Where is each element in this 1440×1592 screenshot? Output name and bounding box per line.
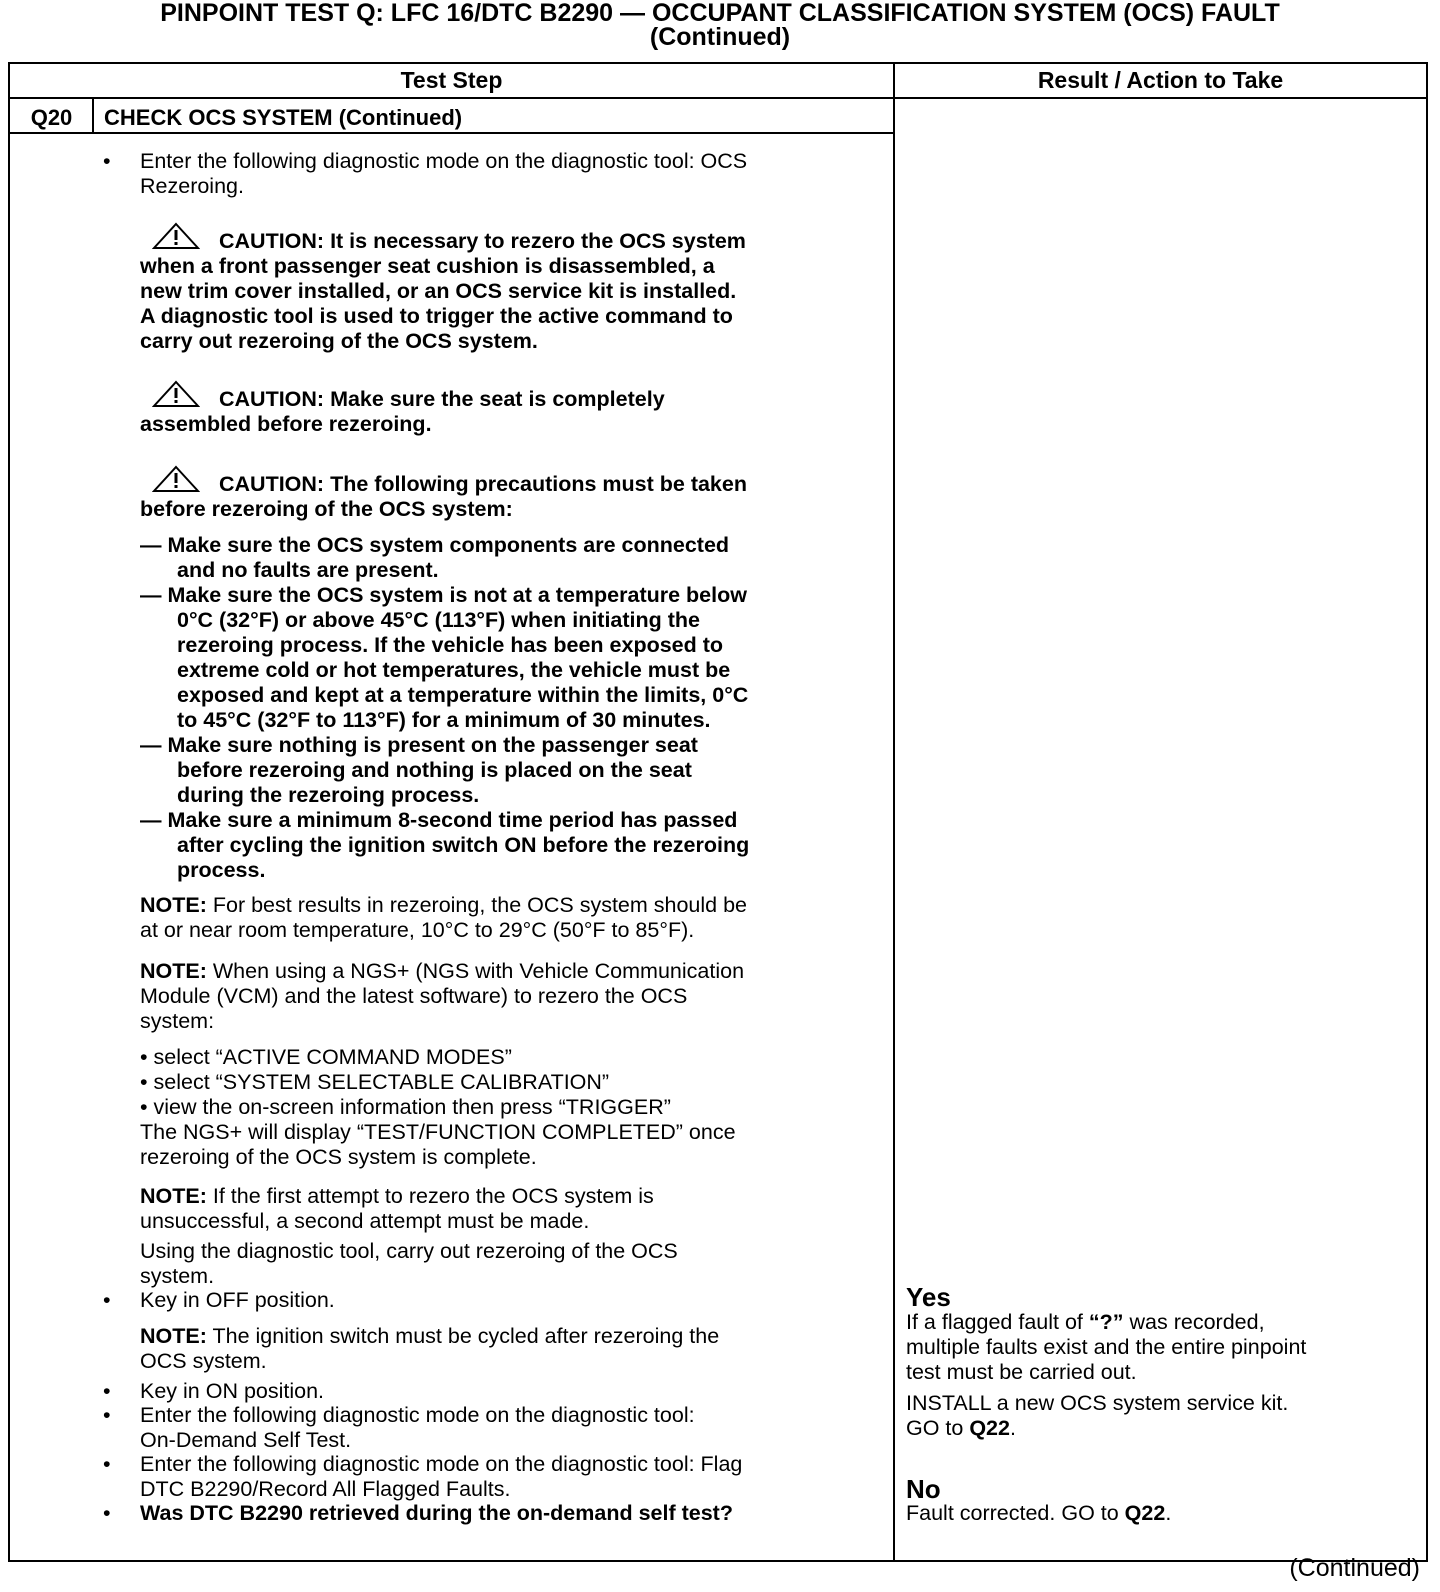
step-key-on: Key in ON position. [140,1379,325,1403]
header-result-action: Result / Action to Take [1037,67,1284,93]
caution-seat-assembled: CAUTION: Make sure the seat is completely assembled before rezeroing. [140,387,665,436]
title-line-1: PINPOINT TEST Q: LFC 16/DTC B2290 — OCCUPANT CLASSIFICATION SYSTEM (OCS) FAULT [160,0,1280,27]
title-line-2: (Continued) [649,23,791,51]
result-no-action: Fault corrected. GO to Q22. [906,1501,1172,1525]
step-enter-ocs-rezeroing: Enter the following diagnostic mode on the diagnostic tool: OCS Rezeroing. [140,149,748,198]
result-yes-description: If a flagged fault of “?” was recorded, multiple faults exist and the entire pinpoint test must be carried out. [906,1310,1307,1384]
step-carry-out-rezeroing: Using the diagnostic tool, carry out rezeroing of the OCS system. [140,1239,678,1288]
step-question: Was DTC B2290 retrieved during the on-demand self test? [140,1501,733,1525]
bullet: • [103,1501,111,1525]
footer-continued: (Continued) [1289,1554,1420,1582]
goto-q22-link[interactable]: Q22 [1124,1501,1166,1525]
step-key-off: Key in OFF position. [140,1288,335,1312]
column-divider [893,64,895,1560]
bullet: • [103,1452,111,1476]
bullet: • [103,1403,111,1427]
result-yes-action: INSTALL a new OCS system service kit. GO to Q22. [906,1391,1289,1440]
caution-precautions: CAUTION: The following precautions must be taken before rezeroing of the OCS system: [140,472,747,521]
bullet: • [103,1379,111,1403]
note-cycle-ignition: NOTE: The ignition switch must be cycled after rezeroing the OCS system. [140,1324,720,1373]
ngs-instructions: • select “ACTIVE COMMAND MODES” • select “SYSTEM SELECTABLE CALIBRATION” • view the on-screen information then press “TRIGGER” The NGS+ will display “TEST/FUNCTION COMPLETED” once rezeroing of the OCS system is complete. [140,1045,736,1169]
header-divider [10,97,1426,99]
precaution-list: — Make sure the OCS system components are connected and no faults are present. — Make sure the OCS system is not at a temperature below 0°C (32°F) or above 45°C (113°F) when initiating the rezeroing process. If the vehicle has been exposed to extreme cold or hot temperatures, the vehicle must be exposed and kept at a temperature within the limits, 0°C to 45°C (32°F to 113°F) for a minimum of 30 minutes. — Make sure nothing is present on the passenger seat before rezeroing and nothing is placed on the seat during the rezeroing process. — Make sure a minimum 8-second time period has passed after cycling the ignition switch ON before the rezeroing process. [140,533,750,882]
bullet: • [103,1288,111,1312]
note-room-temperature: NOTE: For best results in rezeroing, the OCS system should be at or near room temperature, 10°C to 29°C (50°F to 85°F). [140,893,748,942]
bullet: • [103,149,111,173]
note-ngs-plus: NOTE: When using a NGS+ (NGS with Vehicle Communication Module (VCM) and the latest software) to rezero the OCS system: [140,959,745,1033]
page-title [0,0,1440,49]
result-no-label: No [906,1474,941,1504]
step-title: CHECK OCS SYSTEM (Continued) [104,105,463,130]
step-enter-flag-dtc: Enter the following diagnostic mode on the diagnostic tool: Flag DTC B2290/Record All Flagged Faults. [140,1452,743,1501]
goto-q22-link[interactable]: Q22 [969,1416,1010,1440]
header-test-step: Test Step [400,67,503,93]
pinpoint-test-table [8,62,1428,1562]
step-id: Q20 [30,105,73,130]
step-enter-self-test: Enter the following diagnostic mode on the diagnostic tool: On-Demand Self Test. [140,1403,695,1452]
result-yes-label: Yes [906,1282,951,1312]
caution-rezero-required: CAUTION: It is necessary to rezero the OCS system when a front passenger seat cushion is disassembled, a new trim cover installed, or an OCS service kit is installed. A diagnostic tool is used to trigger the active command to carry out rezeroing of the OCS system. [140,229,746,353]
note-second-attempt: NOTE: If the first attempt to rezero the OCS system is unsuccessful, a second attempt must be made. [140,1184,654,1233]
